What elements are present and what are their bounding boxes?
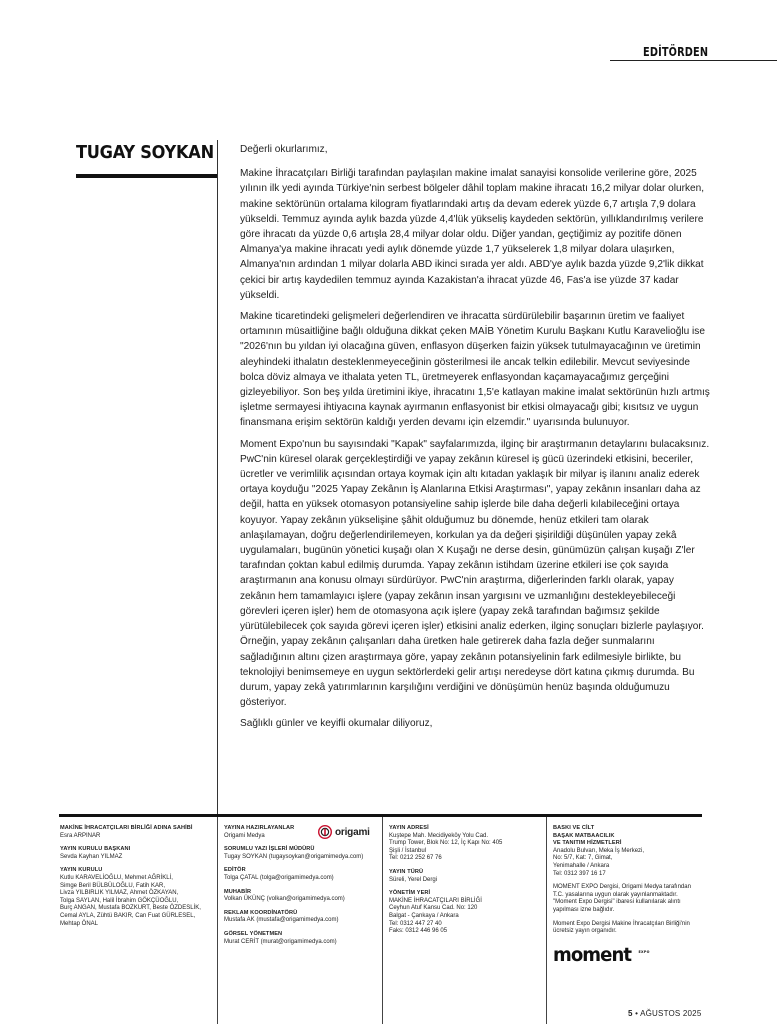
masthead-value: Süreli, Yerel Dergi — [389, 876, 438, 883]
masthead-label: MAKİNE İHRACATÇILARI BİRLİĞİ ADINA SAHİBİ — [60, 825, 193, 831]
masthead-label: VE TANITIM HİZMETLERİ — [553, 840, 622, 847]
masthead-value: Murat CERİT (murat@origamimedya.com) — [224, 938, 337, 945]
masthead-value: Tel: 0312 397 16 17 — [553, 870, 606, 877]
masthead-value: Livza YILBIRLIK YILMAZ, Ahmet ÖZKAYAN, — [60, 890, 179, 897]
masthead-value: Yenimahalle / Ankara — [553, 862, 610, 869]
masthead-value: Faks: 0312 446 96 05 — [389, 928, 448, 935]
masthead-value: Sevda Kayhan YILMAZ — [60, 853, 123, 860]
moment-logo-sub: EXPO — [638, 950, 650, 954]
editorial-body — [240, 142, 710, 738]
author-name: TUGAY SOYKAN — [76, 142, 214, 163]
masthead-block — [224, 931, 384, 946]
masthead-value: Tel: 0312 447 27 40 — [389, 920, 442, 927]
moment-expo-logo — [553, 944, 650, 966]
masthead-value: No: 5/7, Kat: 7, Gimat, — [553, 855, 613, 862]
masthead-label: BAŞAK MATBAACILIK — [553, 832, 615, 839]
paragraph: Moment Expo'nun bu sayısındaki "Kapak" sayfalarımızda, ilginç bir araştırmanın detaylarını bulacaksınız. PwC'nin küresel olarak gerçekleştirdiği ve yapay zekânın küresel iş gücü üzerindeki etkisini, beceriler, ücretler ve verimlilik açısından ortaya koymak için altı kıtadan yaklaşık bir milyar iş ilanını analiz ederek ortaya koyduğu "2025 Yapay Zekânın İş Alanlarına Etkisi Araştırması", yapay zekânın insanları daha az değil, hatta en yüksek otomasyon potansiyeline sahip işlerde bile daha değerli kılabileceğini ortaya koyuyor. Yapay zekânın yükselişine şâhit olduğumuz bu dönemde, henüz etkileri tam olarak anlaşılamayan, doğru değerlendirilemeyen, korkulan ya da değeri şişirildiği düşünülen yapay zekâ uygulamaları, bugünün yönetici kuşağı olan X Kuşağı ne derse desin, günümüzün çalışan kuşağı Z'ler tarafından çoktan kabul edilmiş durumda. Yapay zekânın istihdam üzerine etkileri ise çok sayıda araştırmanın ana konusu olmayı sürdürüyor. PwC'nin araştırma, diğerlerinden farklı olarak, yapay zekânın hem tamamlayıcı işlere (yapay zekânın insan yargısını ve uzmanlığını destekleyebileceği görevleri içeren işler) hem de otomasyona açık işlere (yapay zekâ tarafından bağımsız şekilde yürütülebilecek çok sayıda görevi içeren işler) etkisini analiz ederken, ilginç sonuçları bizlerle paylaşıyor. Örneğin, yapay zekânın çalışanları daha üretken hale getirerek daha fazla değer sunmalarını sağladığının altını çizen araştırmaya göre, yapay zekânın potansiyelinin fark edilmesiyle birlikte, bu teknolojiyi benimsemeye en uygun sektörlerdeki gelir artışı neredeyse dört katına çıkmış durumda. Bu durum, yapay zekâ yatırımlarının karşılığını verdiğini ve dönüşümün henüz başında olduğumuzu gösteriyor. — [240, 438, 710, 709]
masthead-value: MAKİNE İHRACATÇILARI BİRLİĞİ — [389, 897, 482, 904]
masthead-value: Esra ARPINAR — [60, 832, 101, 839]
masthead-label: YAYIN KURULU BAŞKANI — [60, 846, 131, 853]
masthead-block — [389, 825, 544, 863]
masthead-block — [553, 840, 703, 878]
origami-logo — [318, 824, 370, 840]
masthead-block — [224, 846, 384, 861]
masthead-col-4-blocks — [553, 825, 703, 878]
masthead-label: YAYIN TÜRÜ — [389, 868, 424, 875]
masthead-value: Cemal AYLA, Zühtü BAKIR, Can Fuat GÜRLESEL, — [60, 912, 196, 919]
issue-date: AĞUSTOS 2025 — [640, 1009, 702, 1018]
masthead-value: Balgat - Çankaya / Ankara — [389, 912, 459, 919]
masthead-value: Kuştepe Mah. Mecidiyeköy Yolu Cad. — [389, 832, 489, 839]
origami-mark-icon — [318, 825, 332, 839]
masthead-value: Tolga SAYLAN, Halil İbrahim GÖKÇÜOĞLU, — [60, 897, 179, 904]
masthead-value: Tel: 0212 252 67 76 — [389, 855, 442, 862]
masthead-value: Ceyhun Atuf Kansu Cad. No: 120 — [389, 905, 478, 912]
masthead-col-1 — [60, 825, 220, 934]
page-footer — [628, 1009, 702, 1018]
masthead-block — [60, 846, 220, 861]
paragraph: Makine ticaretindeki gelişmeleri değerlendiren ve ihracatta sürdürülebilir başarının üretim ve faaliyet ortamının müsaitliğine bağlı olduğuna dikkat çeken MAİB Yönetim Kurulu Başkanı Kutlu Karavelioğlu ise "2026'nın bu yıldan iyi olacağına güven, enflasyon düşerken faizin yüksek tutulmayacağının ve üretimin aleyhindeki ithalatın desteklenmeyeceğinin gösterilmesi ile ancak telkin edilebilir. Mevcut seviyesinde bolca döviz almaya ve ithalata yeten TL, üretmeyerek enflasyondan kaçamayacağımız gerçeğini gizleyebiliyor. Son beş yılda üretimini ikiye, ihracatını 1,5'e katlayan makine imalat sektörünün hızlı artmış işletme sermayesi ihtiyacına kaynak ayırmanın enflasyonist bir etkisi olmayacağı gibi; kısıtsız ve uygun finansmana erişim sektörün kaldığı yerden devamı için elzemdir." uyarısında bulunuyor. — [240, 311, 710, 429]
masthead-value: Burç ANGAN, Mustafa BOZKURT, Beste ÖZDESLİK, — [60, 905, 201, 912]
masthead-col-4 — [553, 825, 703, 942]
masthead-block — [60, 825, 220, 840]
origami-logo-text: origami — [335, 826, 370, 838]
masthead-rule — [59, 814, 702, 817]
masthead-col-3 — [389, 825, 544, 942]
closing: Sağlıklı günler ve keyifli okumalar diliyoruz, — [240, 718, 433, 730]
section-label: EDİTÖRDEN — [643, 44, 709, 59]
masthead-block — [389, 869, 544, 884]
masthead-block — [60, 867, 220, 928]
masthead-value: Mehtap ÖNAL — [60, 920, 99, 927]
publisher-note: MOMENT EXPO Dergisi, Origami Medya tarafından T.C. yasalarına uygun olarak yayınlanmaktadır. "Moment Expo Dergisi" ibaresi kullanılarak alıntı yapılması izne bağlıdır. — [553, 884, 691, 913]
masthead-block — [224, 889, 384, 904]
masthead-label: SORUMLU YAZI İŞLERİ MÜDÜRÜ — [224, 846, 315, 853]
masthead-value: Tolga ÇATAL (tolga@origamimedya.com) — [224, 874, 334, 881]
masthead-value: Volkan ÜKÜNÇ (volkan@origamimedya.com) — [224, 896, 345, 903]
column-divider — [217, 140, 218, 814]
moment-logo-text: moment — [553, 944, 632, 966]
masthead-value: Anadolu Bulvarı, Meka İş Merkezi, — [553, 847, 645, 854]
masthead-label: GÖRSEL YÖNETMEN — [224, 930, 283, 937]
page-separator: • — [635, 1009, 639, 1018]
masthead-block — [553, 825, 703, 833]
masthead-value: Kutlu KARAVELİOĞLU, Mehmet AĞRİKLİ, — [60, 874, 173, 881]
masthead-label: BASKI VE CİLT — [553, 825, 595, 831]
masthead-value: Mustafa AK (mustafa@origamimedya.com) — [224, 917, 339, 924]
masthead-value: Simge Beril BÜLBÜLOĞLU, Fatih KAR, — [60, 882, 166, 889]
masthead-value: Origami Medya — [224, 832, 265, 839]
masthead-block — [389, 890, 544, 936]
masthead-label: YÖNETİM YERİ — [389, 890, 431, 897]
masthead-label: YAYIN ADRESİ — [389, 825, 429, 831]
masthead-value: Şişli / İstanbul — [389, 847, 427, 854]
masthead-label: YAYINA HAZIRLAYANLAR — [224, 825, 295, 831]
author-rule — [76, 174, 217, 178]
section-rule — [610, 60, 777, 61]
masthead-block — [224, 867, 384, 882]
masthead-value: Tugay SOYKAN (tugaysoykan@origamimedya.com) — [224, 853, 364, 860]
distribution-note: Moment Expo Dergisi Makine İhracatçıları Birliği'nin ücretsiz yayın organıdır. — [553, 920, 690, 935]
masthead-value: Trump Tower, Blok No: 12, İç Kapı No: 405 — [389, 840, 503, 847]
page-number: 5 — [628, 1009, 633, 1018]
masthead-divider — [546, 817, 547, 1024]
paragraph: Makine İhracatçıları Birliği tarafından paylaşılan makine imalat sanayisi konsolide verilerine göre, 2025 yılının ilk yedi ayında Türkiye'nin serbest bölgeler dâhil toplam makine ihracatı 16,2 milyar dolar olurken, makine sektörünün ortalama kilogram fiyatlarındaki artış da devam ederek yüzde 6,7 artışla 7,9 dolara yükseldi. Temmuz ayında aylık bazda yüzde 4,4'lük yükseliş kaydeden sektörün, yıllıklandırılmış verilere göre ihracatı da yüzde 0,6 artışla 28,4 milyar dolar oldu. Diğer yandan, geçtiğimiz ay pozitife dönen Almanya'ya makine ihracatı yedi aylık dönemde yüzde 1,7 yükselerek 1,8 milyar dolara ulaşırken, Almanya'nın ardından 1 milyar dolarla ABD ikinci sırada yer aldı. ABD'ye aylık bazda yüzde 9,2'lik dikkat çekici bir artış kaydedilen temmuz ayında Kazakistan'a ihracat yüzde 46, Fas'a ise yüzde 37 kadar yükseldi. — [240, 168, 705, 301]
greeting: Değerli okurlarımız, — [240, 144, 328, 155]
masthead-label: EDİTÖR — [224, 867, 246, 874]
masthead-col-2 — [224, 825, 384, 952]
masthead-label: MUHABİR — [224, 888, 252, 895]
masthead-label: YAYIN KURULU — [60, 867, 103, 874]
masthead-block — [224, 910, 384, 925]
masthead-label: REKLAM KOORDİNATÖRÜ — [224, 909, 298, 916]
